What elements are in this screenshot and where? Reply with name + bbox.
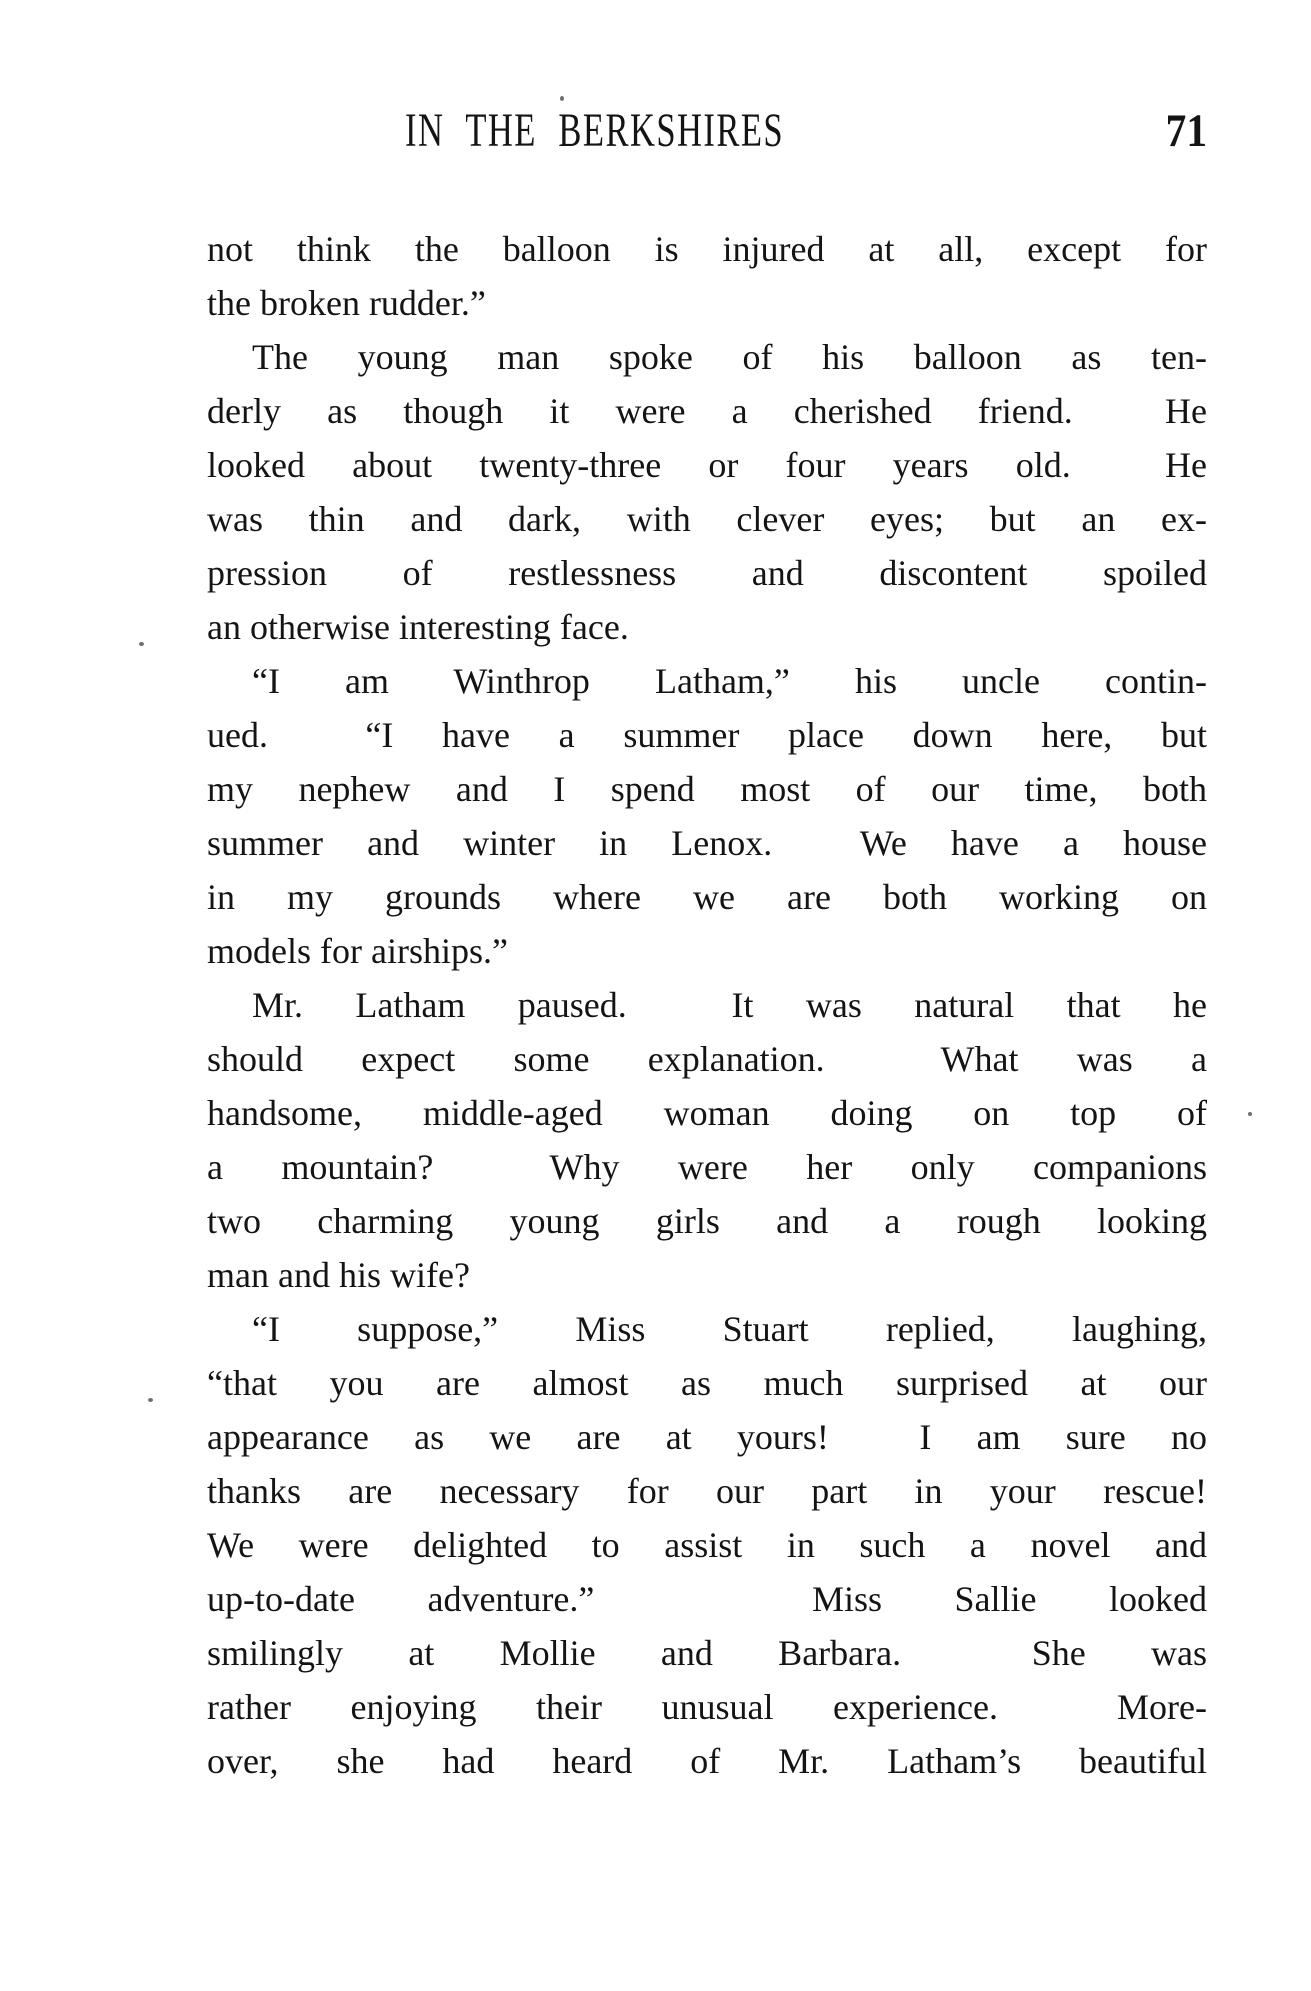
text-line: rather enjoying their unusual experience. More- — [207, 1687, 1207, 1727]
scan-speck — [148, 1398, 153, 1402]
page-header — [207, 104, 1207, 162]
paragraph — [207, 330, 1207, 654]
text-line: “I am Winthrop Latham,” his uncle contin- — [252, 661, 1207, 701]
text-line: up-to-date adventure.” Miss Sallie looked — [207, 1579, 1207, 1619]
page-number: 71 — [1165, 105, 1207, 157]
paragraph — [207, 1302, 1207, 1788]
text-line: should expect some explanation. What was a — [207, 1039, 1207, 1079]
text-line: summer and winter in Lenox. We have a house — [207, 823, 1207, 863]
running-title: IN THE BERKSHIRES — [405, 104, 785, 157]
text-line: handsome, middle-aged woman doing on top of — [207, 1093, 1207, 1133]
text-line: in my grounds where we are both working on — [207, 877, 1207, 917]
text-line: the broken rudder.” — [207, 283, 486, 323]
text-line: was thin and dark, with clever eyes; but an ex- — [207, 499, 1207, 539]
text-line: We were delighted to assist in such a novel and — [207, 1525, 1207, 1565]
text-line: pression of restlessness and discontent spoiled — [207, 553, 1207, 593]
text-line: smilingly at Mollie and Barbara. She was — [207, 1633, 1207, 1673]
text-line: “that you are almost as much surprised at our — [207, 1363, 1207, 1403]
text-line: an otherwise interesting face. — [207, 607, 629, 647]
paragraph — [207, 978, 1207, 1302]
text-line: thanks are necessary for our part in your rescue! — [207, 1471, 1207, 1511]
text-line: ued. “I have a summer place down here, but — [207, 715, 1207, 755]
text-line: models for airships.” — [207, 931, 508, 971]
text-line: derly as though it were a cherished friend. He — [207, 391, 1207, 431]
text-line: over, she had heard of Mr. Latham’s beautiful — [207, 1741, 1207, 1781]
scan-speck — [560, 96, 564, 101]
text-line: a mountain? Why were her only companions — [207, 1147, 1207, 1187]
text-line: Mr. Latham paused. It was natural that he — [252, 985, 1207, 1025]
text-line: “I suppose,” Miss Stuart replied, laughing, — [252, 1309, 1207, 1349]
page-body — [207, 222, 1207, 1788]
text-line: man and his wife? — [207, 1255, 470, 1295]
text-line: two charming young girls and a rough looking — [207, 1201, 1207, 1241]
scan-speck — [1248, 1112, 1252, 1116]
text-line: The young man spoke of his balloon as ten- — [252, 337, 1207, 377]
scan-speck — [139, 642, 144, 646]
text-line: not think the balloon is injured at all, except for — [207, 229, 1207, 269]
text-line: appearance as we are at yours! I am sure no — [207, 1417, 1207, 1457]
text-line: looked about twenty-three or four years old. He — [207, 445, 1207, 485]
paragraph — [207, 654, 1207, 978]
paragraph — [207, 222, 1207, 330]
text-line: my nephew and I spend most of our time, both — [207, 769, 1207, 809]
